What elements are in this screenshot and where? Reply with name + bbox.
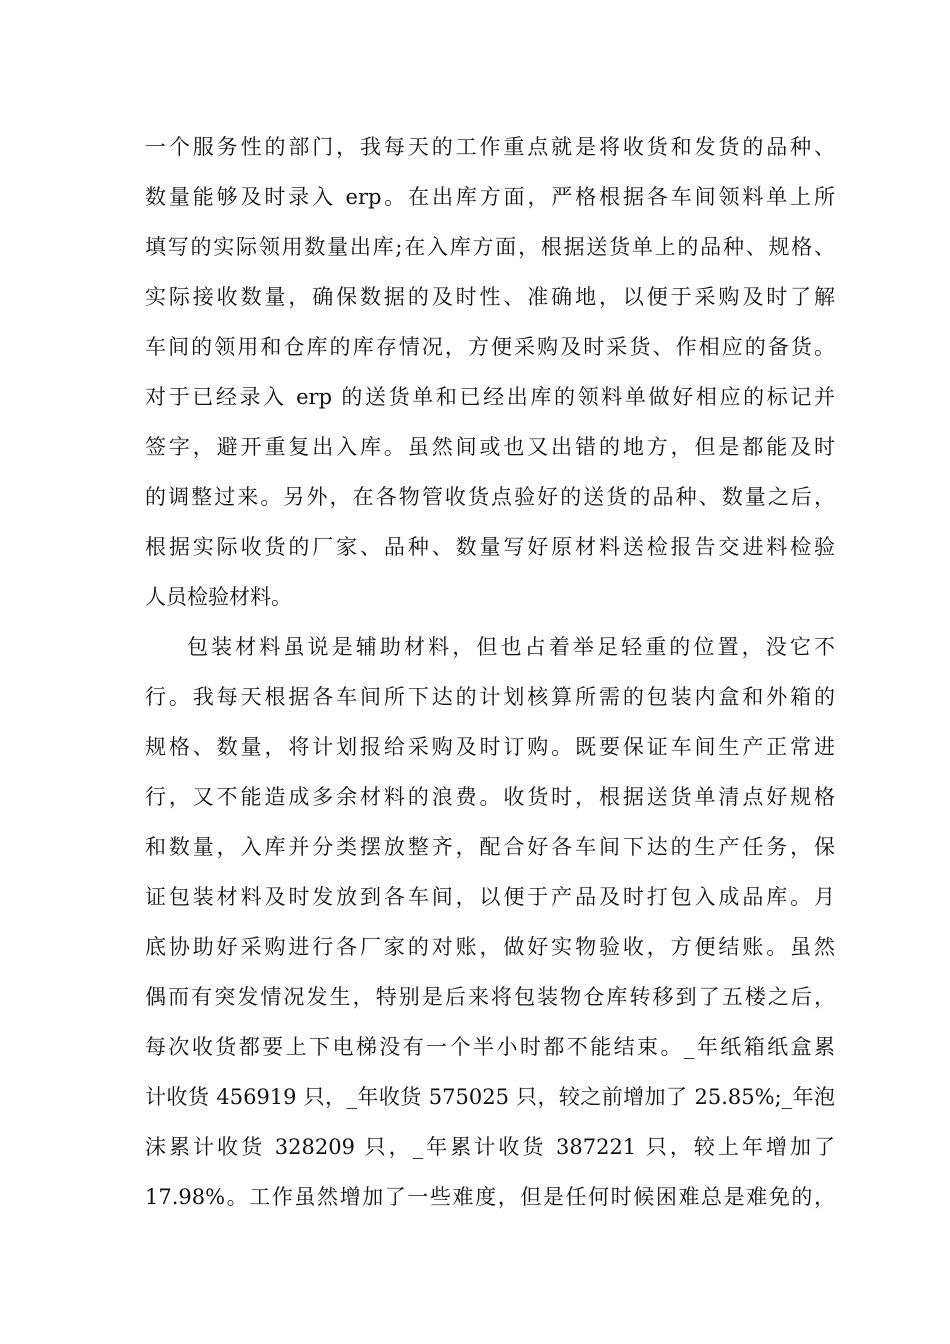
paragraph xyxy=(145,622,835,1222)
text-line: 签字，避开重复出入库。虽然间或也又出错的地方，但是都能及时 xyxy=(145,435,835,459)
text-line: 底协助好采购进行各厂家的对账，做好实物验收，方便结账。虽然 xyxy=(145,935,835,959)
text-line: 计收货 456919 只，_年收货 575025 只，较之前增加了 25.85%;_年泡 xyxy=(145,1085,835,1109)
text-line: 数量能够及时录入 erp。在出库方面，严格根据各车间领料单上所 xyxy=(145,185,835,209)
text-line: 实际接收数量，确保数据的及时性、准确地，以便于采购及时了解 xyxy=(145,285,835,309)
text-line: 沫累计收货 328209 只，_年累计收货 387221 只，较上年增加了 xyxy=(145,1135,835,1159)
text-line: 每次收货都要上下电梯没有一个半小时都不能结束。_年纸箱纸盒累 xyxy=(145,1035,835,1059)
paragraph xyxy=(145,122,835,622)
document-body xyxy=(145,122,835,1222)
text-line: 规格、数量，将计划报给采购及时订购。既要保证车间生产正常进 xyxy=(145,735,835,759)
text-line: 行。我每天根据各车间所下达的计划核算所需的包装内盒和外箱的 xyxy=(145,685,835,709)
text-line: 车间的领用和仓库的库存情况，方便采购及时采货、作相应的备货。 xyxy=(145,335,835,359)
text-line: 对于已经录入 erp 的送货单和已经出库的领料单做好相应的标记并 xyxy=(145,385,835,409)
text-line: 偶而有突发情况发生，特别是后来将包装物仓库转移到了五楼之后， xyxy=(145,985,835,1009)
text-line: 根据实际收货的厂家、品种、数量写好原材料送检报告交进料检验 xyxy=(145,535,835,559)
text-line: 行，又不能造成多余材料的浪费。收货时，根据送货单清点好规格 xyxy=(145,785,835,809)
text-line: 的调整过来。另外，在各物管收货点验好的送货的品种、数量之后， xyxy=(145,485,835,509)
text-line: 包装材料虽说是辅助材料，但也占着举足轻重的位置，没它不 xyxy=(187,635,835,659)
text-line: 填写的实际领用数量出库;在入库方面，根据送货单上的品种、规格、 xyxy=(145,235,835,259)
text-line: 和数量，入库并分类摆放整齐，配合好各车间下达的生产任务，保 xyxy=(145,835,835,859)
text-line: 人员检验材料。 xyxy=(145,585,292,609)
text-line: 证包装材料及时发放到各车间，以便于产品及时打包入成品库。月 xyxy=(145,885,835,909)
text-line: 一个服务性的部门，我每天的工作重点就是将收货和发货的品种、 xyxy=(145,135,835,159)
text-line: 17.98%。工作虽然增加了一些难度，但是任何时候困难总是难免的， xyxy=(145,1185,835,1209)
